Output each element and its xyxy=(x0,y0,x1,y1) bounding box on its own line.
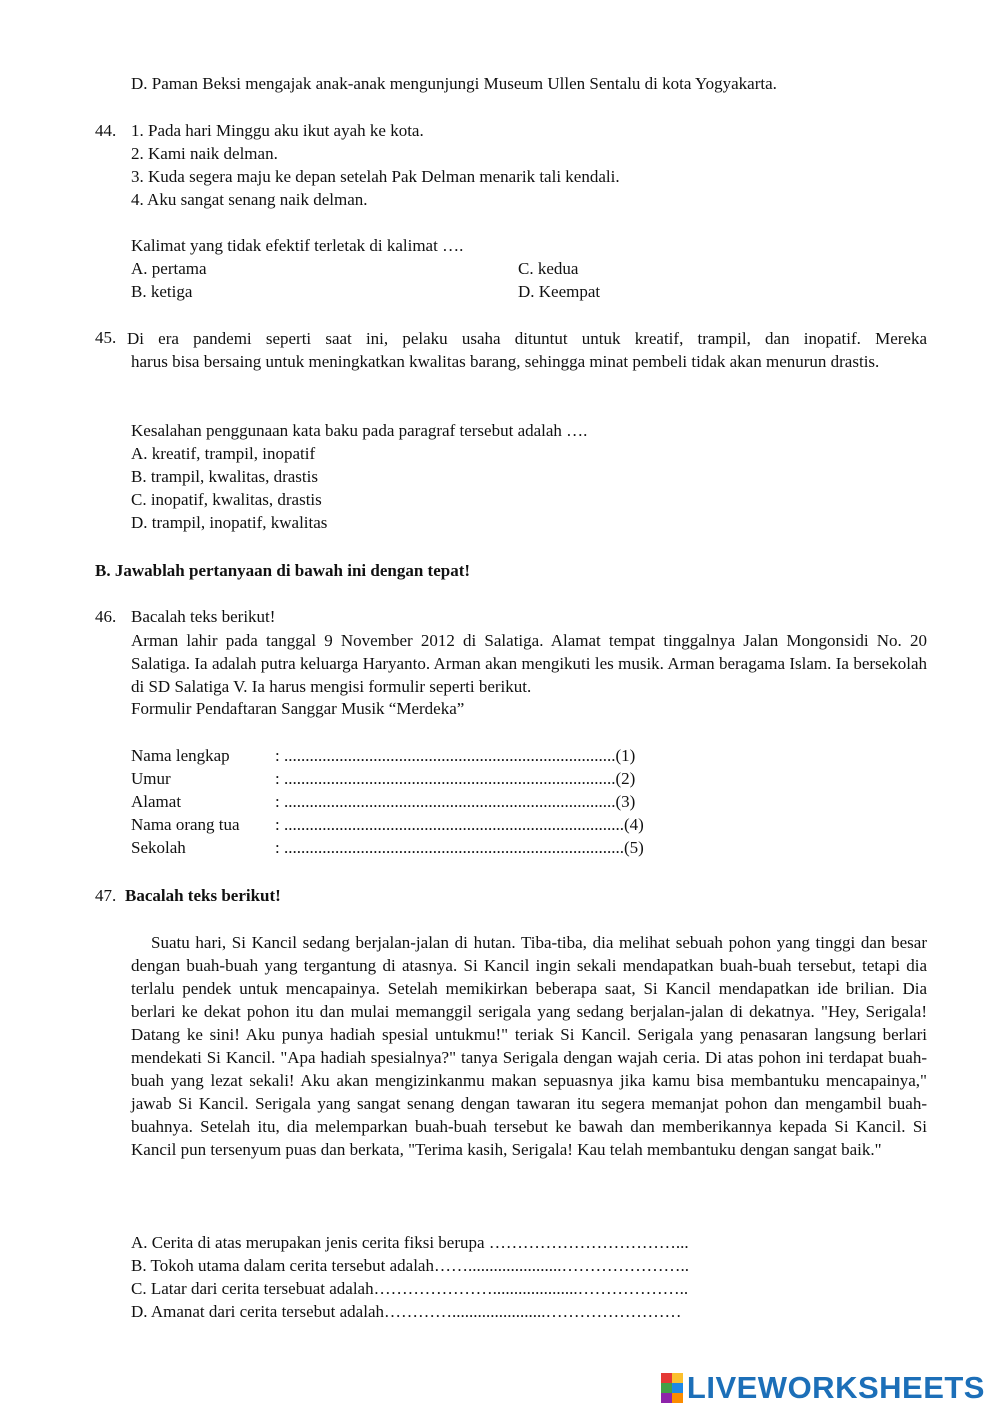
q44-option-b[interactable]: B. ketiga xyxy=(131,282,193,301)
q46-intro: Bacalah teks berikut! xyxy=(131,607,276,626)
q46-paragraph: Arman lahir pada tanggal 9 November 2012 di Salatiga. Alamat tempat tinggalnya Jalan Mongonsidi No. 20 Salatiga. Ia adalah putra keluarga Haryanto. Arman akan mengikuti les musik. Arman beragama Islam. Ia bersekolah di SD Salatiga V. Ia harus mengisi formulir seperti berikut. xyxy=(131,631,927,696)
q47-story: Suatu hari, Si Kancil sedang berjalan-jalan di hutan. Tiba-tiba, dia melihat sebuah pohon yang tinggi dan besar dengan buah-buah yang tergantung di atasnya. Si Kancil ingin sekali mendapatkan buah-buah tersebut, tetapi dia terlalu pendek untuk mencapainya. Setelah memikirkan beberapa saat, Si Kancil mendapatkan ide brilian. Dia berlari ke dekat pohon itu dan mulai memanggil serigala yang sedang berjalan-jalan di dekatnya. "Hey, Serigala! Datang ke sini! Aku punya hadiah spesial untukmu!" teriak Si Kancil. Serigala yang penasaran langsung berlari mendekati Si Kancil. "Apa hadiah spesialnya?" tanya Serigala dengan wajah ceria. Di atas pohon ini terdapat buah-buah yang lezat sekali! Aku akan mengizinkanmu makan sepuasnya jika kamu bisa membantuku mencapainya," jawab Si Kancil. Serigala yang sangat senang dengan tawaran itu segera memanjat pohon dan mengambil buah-buahnya. Setelah itu, dia melemparkan buah-buah tersebut ke bawah dan memberikannya kepada Si Kancil. Si Kancil pun tersenyum puas dan berkata, "Terima kasih, Serigala! Kau telah membantuku dengan sangat baik." xyxy=(131,933,927,1159)
section-b-title: B. Jawablah pertanyaan di bawah ini dengan tepat! xyxy=(95,561,471,580)
q44-line-4: 4. Aku sangat senang naik delman. xyxy=(131,190,368,209)
form-label-umur: Umur xyxy=(131,769,171,788)
q47-item-b[interactable]: B. Tokoh utama dalam cerita tersebut adalah……......................………………….. xyxy=(131,1256,689,1275)
form-field-umur[interactable]: : ..............................................................................(2) xyxy=(275,769,636,788)
form-label-alamat: Alamat xyxy=(131,792,182,811)
q44-line-2: 2. Kami naik delman. xyxy=(131,144,278,163)
form-field-nama-lengkap[interactable]: : ..............................................................................(1) xyxy=(275,746,636,765)
q45-option-b[interactable]: B. trampil, kwalitas, drastis xyxy=(131,467,318,486)
liveworksheets-logo xyxy=(661,1370,985,1406)
q45-question: Kesalahan penggunaan kata baku pada paragraf tersebut adalah …. xyxy=(131,421,588,440)
q46-number: 46. xyxy=(95,607,117,626)
q46-form-title: Formulir Pendaftaran Sanggar Musik “Merdeka” xyxy=(131,699,465,718)
q44-option-a[interactable]: A. pertama xyxy=(131,259,207,278)
q47-item-a[interactable]: A. Cerita di atas merupakan jenis cerita fiksi berupa ……………………………... xyxy=(131,1233,689,1252)
q45-number: 45. xyxy=(95,328,117,347)
q47-intro: Bacalah teks berikut! xyxy=(125,886,281,905)
q47-item-d[interactable]: D. Amanat dari cerita tersebut adalah…………......................…………………… xyxy=(131,1302,682,1321)
q45-option-a[interactable]: A. kreatif, trampil, inopatif xyxy=(131,444,316,463)
q44-question: Kalimat yang tidak efektif terletak di kalimat …. xyxy=(131,236,464,255)
liveworksheets-logo-icon xyxy=(661,1373,683,1403)
form-field-alamat[interactable]: : ..............................................................................(3) xyxy=(275,792,636,811)
q45-paragraph-rest: harus bisa bersaing untuk meningkatkan kwalitas barang, sehingga minat pembeli tidak akan menurun drastis. xyxy=(131,352,880,371)
q44-option-c[interactable]: C. kedua xyxy=(518,259,579,278)
form-field-sekolah[interactable]: : ................................................................................(5) xyxy=(275,838,644,857)
q43-option-d: D. Paman Beksi mengajak anak-anak mengunjungi Museum Ullen Sentalu di kota Yogyakarta. xyxy=(131,74,777,93)
form-label-nama-orang-tua: Nama orang tua xyxy=(131,815,240,834)
q44-line-1: 1. Pada hari Minggu aku ikut ayah ke kota. xyxy=(131,121,424,140)
q45-paragraph-first: Di era pandemi seperti saat ini, pelaku usaha dituntut untuk kreatif, trampil, dan inopatif. Mereka xyxy=(127,329,927,348)
q44-option-d[interactable]: D. Keempat xyxy=(518,282,601,301)
q47-item-c[interactable]: C. Latar dari cerita tersebuat adalah…………………....................……………….. xyxy=(131,1279,689,1298)
form-label-sekolah: Sekolah xyxy=(131,838,186,857)
q47-number: 47. xyxy=(95,886,117,905)
form-label-nama-lengkap: Nama lengkap xyxy=(131,746,230,765)
liveworksheets-logo-text: LIVEWORKSHEETS xyxy=(686,1370,985,1405)
q45-option-d[interactable]: D. trampil, inopatif, kwalitas xyxy=(131,513,328,532)
form-field-nama-orang-tua[interactable]: : ................................................................................(4) xyxy=(275,815,644,834)
q44-line-3: 3. Kuda segera maju ke depan setelah Pak Delman menarik tali kendali. xyxy=(131,167,620,186)
q45-option-c[interactable]: C. inopatif, kwalitas, drastis xyxy=(131,490,322,509)
q44-number: 44. xyxy=(95,121,117,140)
